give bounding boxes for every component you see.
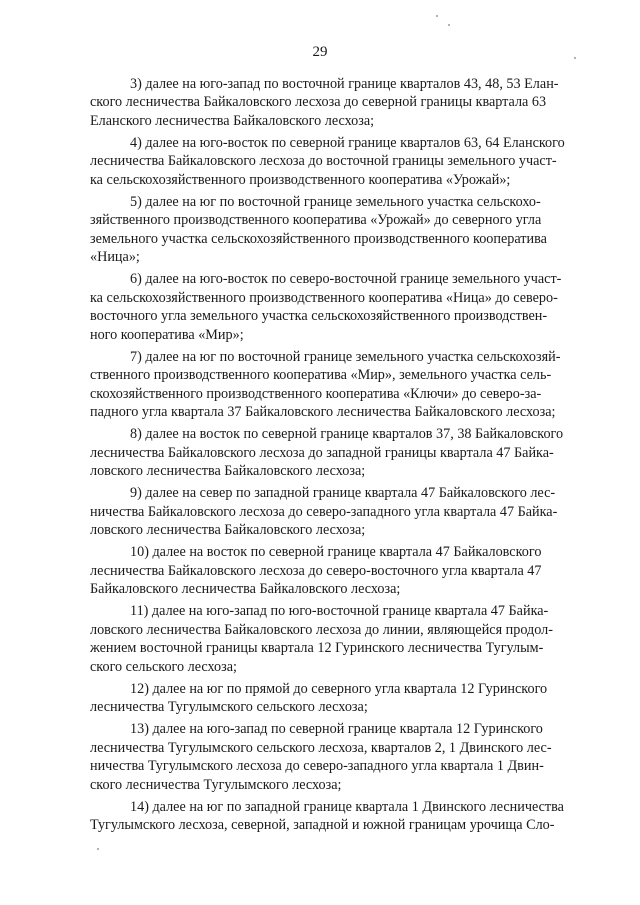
text-line: лесничества Тугулымского сельского лесхоза;: [90, 699, 368, 716]
text-line: ского лесничества Байкаловского лесхоза до северной границы квартала 63: [90, 94, 547, 111]
text-line: «Ница»;: [90, 249, 140, 266]
text-line: восточного угла земельного участка сельскохозяйственного производствен-: [90, 308, 548, 325]
text-line: жением восточной границы квартала 12 Гуринского лесничества Тугулым-: [90, 640, 544, 657]
text-line: падного угла квартала 37 Байкаловского лесничества Байкаловского лесхоза;: [90, 404, 556, 421]
text-line: Еланского лесничества Байкаловского лесхоза;: [90, 112, 375, 129]
paragraph: [90, 602, 590, 676]
text-line: лесничества Байкаловского лесхоза до западной границы квартала 47 Байка-: [90, 444, 554, 461]
paragraph: [90, 484, 590, 539]
scan-speck: [448, 24, 450, 26]
text-line: ственного производственного кооператива «Мир», земельного участка сель-: [90, 367, 552, 384]
paragraph: [90, 543, 590, 598]
page-number: 29: [312, 44, 328, 60]
document-body: [90, 75, 590, 838]
text-line: ка сельскохозяйственного производственного кооператива «Ница» до северо-: [90, 289, 558, 306]
text-line: 10) далее на восток по северной границе квартала 47 Байкаловского: [130, 544, 542, 561]
scan-speck: [436, 15, 438, 17]
text-line: лесничества Тугулымского сельского лесхоза, кварталов 2, 1 Двинского лес-: [90, 739, 552, 756]
text-line: 3) далее на юго-запад по восточной границе кварталов 43, 48, 53 Елан-: [130, 76, 559, 92]
text-line: 5) далее на юг по восточной границе земельного участка сельскохо-: [130, 194, 541, 211]
text-line: ловского лесничества Байкаловского лесхоза до линии, являющейся продол-: [90, 621, 553, 638]
text-line: земельного участка сельскохозяйственного производственного кооператива: [90, 230, 547, 247]
text-line: 14) далее на юг по западной границе квартала 1 Двинского лесничества: [130, 798, 564, 815]
paragraph: [90, 193, 590, 267]
text-line: 9) далее на север по западной границе квартала 47 Байкаловского лес-: [130, 485, 556, 502]
paragraph: [90, 270, 590, 344]
text-line: скохозяйственного производственного кооператива «Ключи» до северо-за-: [90, 385, 542, 402]
paragraph: [90, 798, 590, 835]
text-line: 11) далее на юго-запад по юго-восточной границе квартала 47 Байка-: [130, 603, 549, 620]
text-line: ничества Тугулымского лесхоза до северо-западного угла квартала 1 Двин-: [90, 758, 544, 775]
text-line: зяйственного производственного кооператива «Урожай» до северного угла: [90, 212, 542, 229]
text-line: лесничества Байкаловского лесхоза до северо-восточного угла квартала 47: [90, 562, 542, 579]
paragraph: [90, 75, 590, 130]
scan-speck: [574, 57, 576, 59]
paragraph: [90, 680, 590, 717]
paragraph: [90, 348, 590, 422]
paragraph: [90, 134, 590, 189]
text-line: 13) далее на юго-запад по северной границе квартала 12 Гуринского: [130, 721, 543, 738]
text-line: лесничества Байкаловского лесхоза до восточной границы земельного участ-: [90, 153, 557, 170]
text-line: 4) далее на юго-восток по северной границе кварталов 63, 64 Еланского: [130, 135, 565, 152]
text-line: ловского лесничества Байкаловского лесхоза;: [90, 522, 366, 539]
paragraph: [90, 425, 590, 480]
text-line: ничества Байкаловского лесхоза до северо-западного угла квартала 47 Байка-: [90, 503, 558, 520]
text-line: Байкаловского лесничества Байкаловского лесхоза;: [90, 581, 401, 598]
text-line: ного кооператива «Мир»;: [90, 326, 244, 343]
text-line: 7) далее на юг по восточной границе земельного участка сельскохозяй-: [130, 348, 561, 365]
text-line: ловского лесничества Байкаловского лесхоза;: [90, 463, 366, 480]
scan-speck: [97, 848, 99, 850]
paragraph: [90, 720, 590, 794]
text-line: ского лесничества Тугулымского лесхоза;: [90, 776, 342, 793]
text-line: 8) далее на восток по северной границе кварталов 37, 38 Байкаловского: [130, 426, 564, 443]
text-line: ского сельского лесхоза;: [90, 658, 237, 675]
text-line: 6) далее на юго-восток по северо-восточной границе земельного участ-: [130, 271, 562, 288]
text-line: 12) далее на юг по прямой до северного угла квартала 12 Гуринского: [130, 680, 548, 697]
text-line: ка сельскохозяйственного производственного кооператива «Урожай»;: [90, 171, 511, 188]
text-line: Тугулымского лесхоза, северной, западной и южной границам урочища Сло-: [90, 817, 555, 834]
